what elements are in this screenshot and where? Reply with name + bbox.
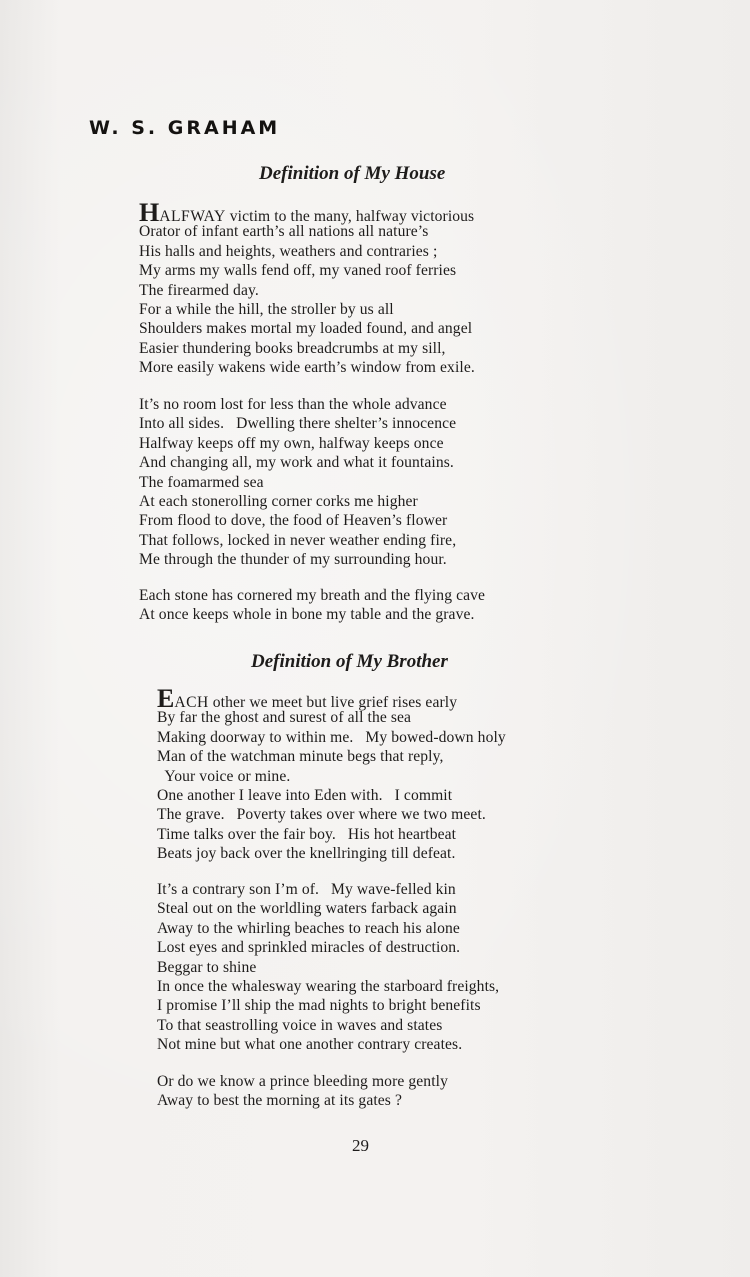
poem-brother-stanza-3	[157, 1072, 448, 1111]
poem-line: In once the whalesway wearing the starboard freights,	[157, 977, 500, 995]
poem-line: Making doorway to within me. My bowed-down holy	[157, 728, 506, 746]
poem-brother-stanza-1	[157, 684, 506, 864]
opening-line-text: victim to the many, halfway victorious	[225, 208, 475, 225]
drop-cap: E	[157, 684, 175, 713]
poem-line: The foamarmed sea	[139, 473, 264, 491]
poem-line: From flood to dove, the food of Heaven’s flower	[139, 512, 448, 530]
poem-line	[157, 684, 506, 713]
poem-line: Lost eyes and sprinkled miracles of destruction.	[157, 939, 461, 957]
opening-word: ALFWAY	[159, 208, 226, 225]
poem-line: One another I leave into Eden with. I commit	[157, 786, 453, 804]
poem-line: Each stone has cornered my breath and the flying cave	[139, 587, 486, 604]
poem-line: For a while the hill, the stroller by us all	[139, 300, 394, 318]
opening-line-text: other we meet but live grief rises early	[208, 694, 458, 711]
poem-line: At once keeps whole in bone my table and the grave.	[139, 606, 475, 624]
poem-line: By far the ghost and surest of all the sea	[157, 709, 412, 727]
poem-line: Away to best the morning at its gates ?	[157, 1092, 402, 1110]
poem-line: It’s no room lost for less than the whole advance	[139, 396, 447, 413]
poem-house-stanza-2	[139, 395, 456, 570]
poem-line: Time talks over the fair boy. His hot heartbeat	[157, 825, 457, 843]
page-number: 29	[352, 1136, 369, 1155]
poem-line: Into all sides. Dwelling there shelter’s innocence	[139, 415, 457, 433]
poem-line: Or do we know a prince bleeding more gently	[157, 1073, 448, 1090]
poem-line: Me through the thunder of my surrounding hour.	[139, 551, 447, 569]
poem-line: Not mine but what one another contrary creates.	[157, 1036, 463, 1054]
poem-line: Easier thundering books breadcrumbs at my sill,	[139, 339, 446, 357]
poem-line: To that seastrolling voice in waves and states	[157, 1016, 443, 1034]
poem-title-house: Definition of My House	[259, 163, 446, 184]
opening-word: ACH	[174, 694, 209, 711]
poem-line: The firearmed day.	[139, 281, 259, 299]
poem-brother-stanza-2	[157, 880, 499, 1055]
poem-line: Beats joy back over the knellringing till defeat.	[157, 845, 456, 863]
poem-line: It’s a contrary son I’m of. My wave-felled kin	[157, 881, 456, 898]
poem-line: Man of the watchman minute begs that reply,	[157, 748, 444, 766]
poem-house-stanza-3	[139, 586, 485, 625]
poem-line: His halls and heights, weathers and contraries ;	[139, 242, 438, 260]
poem-line: My arms my walls fend off, my vaned roof ferries	[139, 262, 457, 280]
poem-line: Beggar to shine	[157, 958, 257, 976]
poem-line	[139, 198, 475, 227]
poem-line: Steal out on the worldling waters farback again	[157, 900, 457, 918]
poem-line: Shoulders makes mortal my loaded found, and angel	[139, 320, 473, 338]
poem-house-stanza-1	[139, 198, 475, 378]
poem-line: The grave. Poverty takes over where we two meet.	[157, 806, 486, 824]
poem-line: Orator of infant earth’s all nations all nature’s	[139, 223, 429, 241]
poem-line: Your voice or mine.	[157, 767, 291, 785]
poem-line: I promise I’ll ship the mad nights to bright benefits	[157, 997, 481, 1015]
drop-cap: H	[139, 198, 160, 227]
poem-line: Away to the whirling beaches to reach his alone	[157, 919, 460, 937]
poem-line: More easily wakens wide earth’s window from exile.	[139, 359, 475, 377]
author-heading: W. S. GRAHAM	[89, 117, 281, 139]
poem-line: Halfway keeps off my own, halfway keeps once	[139, 434, 444, 452]
poem-title-brother: Definition of My Brother	[251, 651, 448, 672]
poem-line: That follows, locked in never weather ending fire,	[139, 531, 457, 549]
poem-line: At each stonerolling corner corks me higher	[139, 492, 418, 510]
poem-line: And changing all, my work and what it fountains.	[139, 454, 454, 472]
